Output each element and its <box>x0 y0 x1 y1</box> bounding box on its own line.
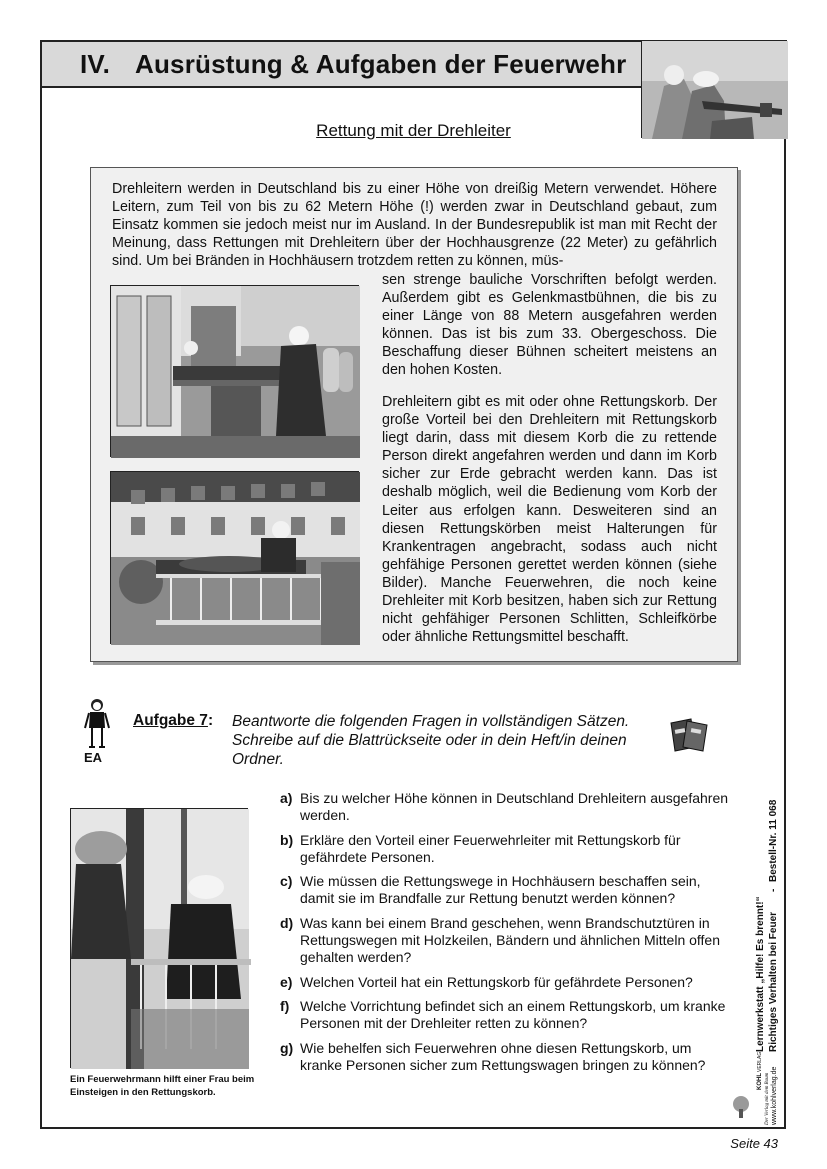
question-item <box>280 1040 730 1075</box>
question-letter: b) <box>280 831 294 848</box>
question-text: Was kann bei einem Brand geschehen, wenn Brandschutztüren in Rettungswegen mit Holzkeilen, Bändern und ähnlichen Mitteln offen gehalten werden? <box>300 914 720 966</box>
task-instruction: Beantworte die folgenden Fragen in vollständigen Sätzen. Schreibe auf die Blattrückseite oder in dein Heft/in deinen Ordner. <box>232 713 630 768</box>
question-letter: f) <box>280 997 290 1014</box>
paragraph-rescue-basket: Drehleitern gibt es mit oder ohne Rettungskorb. Der große Vorteil bei den Drehleitern mit Rettungskorb liegt darin, dass mit diesem Korb die zu rettende Person direkt angefahren werden und dann im Korb sicher zur Erde gebracht werden kann. Das ist deshalb möglich, weil die Bedienung vom Korb der Leiter aus erfolgen kann. Desweiteren sind an diesen Rettungskörben meist Halterungen für Krankentragen angebracht, sodass auch nicht gehfähige Personen gerettet werden können (siehe Bilder). Manche Feuerwehren, die noch keine Drehleiter mit Korb besitzen, haben sich zur Rettung nicht gehfähiger Personen Schlitten, Schleifkörbe oder ähnliche Rettungsmittel beschafft. <box>382 394 717 646</box>
student-figure-icon <box>84 698 110 750</box>
photo-caption: Ein Feuerwehrmann hilft einer Frau beim Einsteigen in den Rettungskorb. <box>70 1074 255 1098</box>
paragraph-regulations: sen strenge bauliche Vorschriften befolgt werden. Außerdem gibt es Gelenkmastbühnen, die bis zu einer Länge von 88 Metern ausgefahren werden können. Das ist bis zum 33. Obergeschoss. Die Beschaffung dieser Bühnen scheitert meistens an den hohen Kosten. <box>382 272 717 379</box>
publisher-sidebar <box>752 790 812 1125</box>
work-mode-label: EA <box>84 750 103 765</box>
question-text: Wie behelfen sich Feuerwehren ohne diesen Rettungskorb, um kranke Personen sicher zum Rettungswagen bringen zu können? <box>300 1039 706 1073</box>
chapter-number: IV. <box>80 49 111 79</box>
paragraph-intro: Drehleitern werden in Deutschland bis zu einer Höhe von dreißig Metern verwendet. Höhere Leitern, zum Teil von bis zu 62 Metern Höhe (!) werden zwar in Deutschland gebaut, zum Einsatz kommen sie jedoch meist nur im Ausland. In der Bundesrepublik ist man mit Recht der Meinung, dass Rettungen mit Drehleitern über der Hochhausgrenze (22 Meter) zu gefährlich sind. Um bei Bränden in Hochhäusern trotzdem retten zu können, müs- <box>112 181 717 270</box>
page-title <box>80 49 626 80</box>
question-text: Erkläre den Vorteil einer Feuerwehrleiter mit Rettungskorb für gefährdete Personen. <box>300 831 681 865</box>
question-list <box>280 790 730 1081</box>
rescue-basket-photo <box>110 471 359 644</box>
publisher-tag: VERLAG <box>757 1051 763 1072</box>
question-item <box>280 915 730 967</box>
sidebar-line-1: Lernwerkstatt „Hilfe! Es brennt!“ <box>755 896 766 1052</box>
question-letter: d) <box>280 914 294 931</box>
question-text: Bis zu welcher Höhe können in Deutschland Drehleitern ausgefahren werden. <box>300 790 729 824</box>
question-item <box>280 790 730 825</box>
question-item <box>280 998 730 1033</box>
task-label <box>133 712 213 730</box>
page-number: Seite 43 <box>730 1136 778 1151</box>
question-letter: c) <box>280 873 293 890</box>
sidebar-order-number: Bestell-Nr. 11 068 <box>768 799 779 882</box>
publisher-tree-logo <box>730 1095 752 1119</box>
publisher-slogan: Der Verlag mit dem Baum <box>765 1072 770 1125</box>
question-letter: e) <box>280 973 293 990</box>
question-item <box>280 832 730 867</box>
notebook-icon <box>667 717 715 753</box>
sidebar-separator: - <box>768 888 779 892</box>
sidebar-line-2: Richtiges Verhalten bei Feuer <box>768 911 779 1052</box>
firefighter-helping-woman-photo <box>70 808 248 1068</box>
chapter-title: Ausrüstung & Aufgaben der Feuerwehr <box>135 49 627 79</box>
question-text: Wie müssen die Rettungswege in Hochhäusern beschaffen sein, damit sie im Brandfalle zur Rettung benutzt werden können? <box>300 873 701 907</box>
task-label-text: Aufgabe 7 <box>133 712 208 729</box>
section-title: Rettung mit der Drehleiter <box>316 121 511 140</box>
question-item <box>280 873 730 908</box>
question-letter: a) <box>280 790 293 806</box>
publisher-url: www.kohlverlag.de <box>771 1066 778 1125</box>
rescue-window-photo <box>110 285 359 457</box>
publisher-name: KOHL <box>757 1073 763 1090</box>
question-item <box>280 974 730 991</box>
question-text: Welchen Vorteil hat ein Rettungskorb für gefährdete Personen? <box>300 973 693 990</box>
task-label-suffix: : <box>207 712 214 729</box>
question-text: Welche Vorrichtung befindet sich an einem Rettungskorb, um kranke Personen mit der Drehleiter retten zu können? <box>300 997 726 1032</box>
question-letter: g) <box>280 1039 294 1056</box>
